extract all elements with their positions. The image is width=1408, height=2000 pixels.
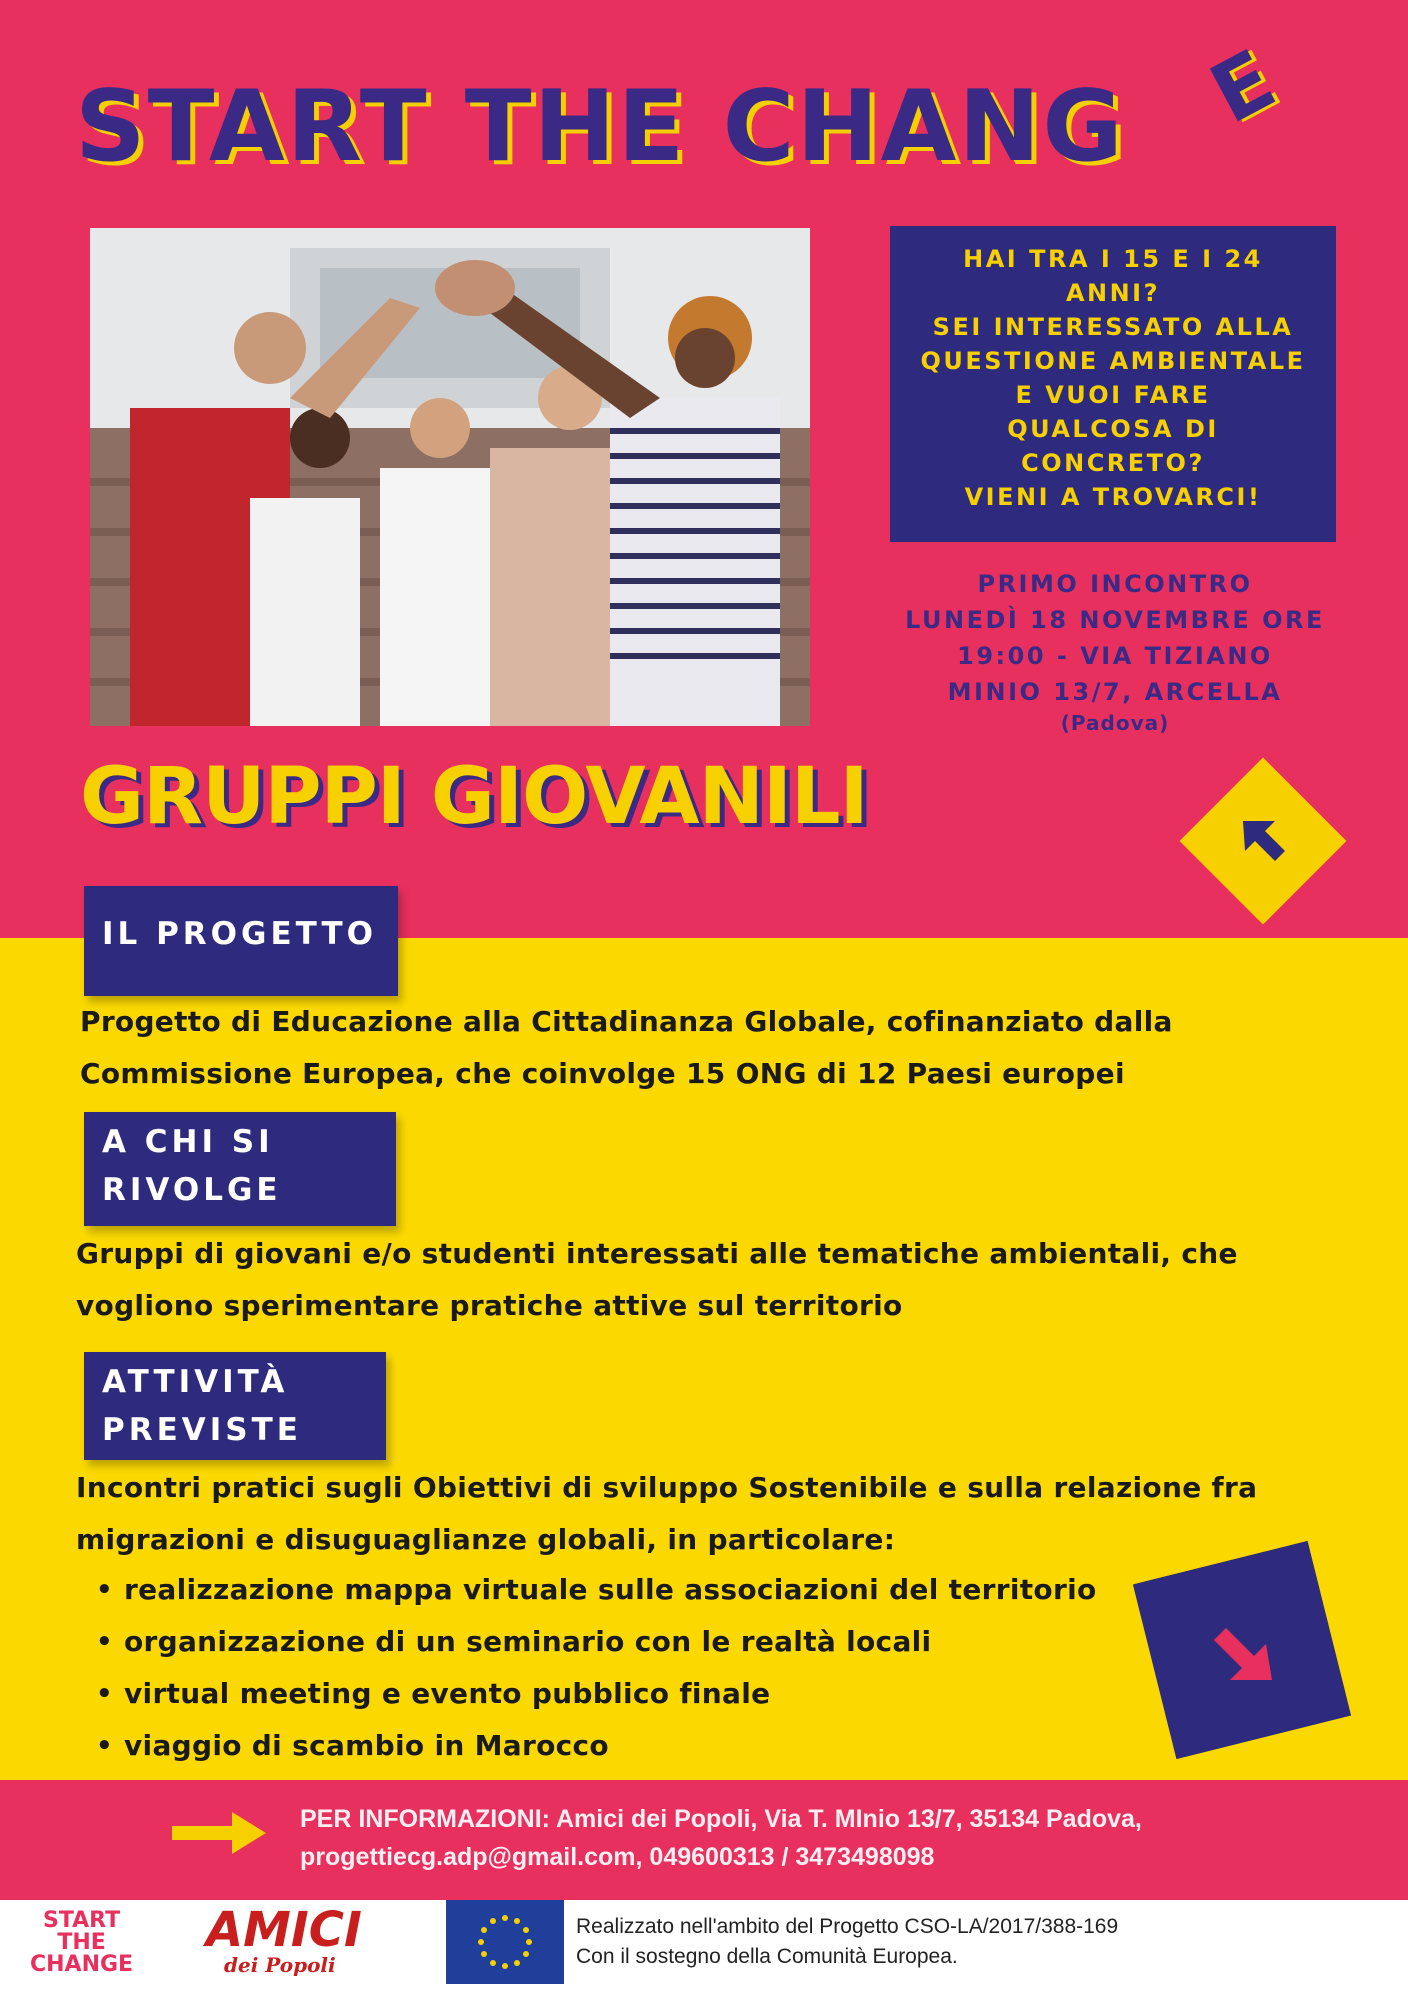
group-photo-illustration [90, 228, 810, 726]
list-item: • organizzazione di un seminario con le realtà locali [92, 1616, 1097, 1668]
eu-funding-note [576, 1912, 1118, 1972]
intro-line: CONCRETO? [1021, 449, 1205, 477]
page-title: START THE CHANG [75, 70, 1125, 184]
contact-address: PER INFORMAZIONI: Amici dei Popoli, Via T. MInio 13/7, 35134 Padova, [300, 1805, 1142, 1833]
activities-text-line: migrazioni e disuguaglianze globali, in particolare: [76, 1523, 896, 1556]
intro-line: VIENI A TROVARCI! [964, 483, 1262, 511]
logo-word: AMICI [206, 1902, 362, 1958]
group-photo [90, 228, 810, 726]
label-line: ATTIVITÀ [102, 1364, 289, 1400]
logo-subword: dei Popoli [224, 1953, 336, 1977]
eu-stars [446, 1900, 564, 1984]
intro-line: QUESTIONE AMBIENTALE [920, 347, 1306, 375]
intro-question-box [890, 226, 1336, 542]
eu-note-line: Con il sostegno della Comunità Europea. [576, 1945, 958, 1968]
arrow-down-right-icon [1200, 1608, 1290, 1698]
list-item: • realizzazione mappa virtuale sulle associazioni del territorio [92, 1564, 1097, 1616]
project-description [80, 996, 1340, 1100]
label-line: A CHI SI [102, 1124, 274, 1160]
eu-flag-icon [446, 1900, 564, 1984]
page-title-tilted-letter: E [1195, 32, 1291, 143]
label-line: PREVISTE [102, 1412, 302, 1448]
first-meeting-info [880, 566, 1350, 736]
label-activities [84, 1352, 386, 1460]
contact-email-phone: progettiecg.adp@gmail.com, 049600313 / 3473498098 [300, 1843, 935, 1871]
label-audience [84, 1112, 396, 1226]
logo-line: THE [57, 1930, 106, 1955]
meeting-line: PRIMO INCONTRO [977, 570, 1253, 598]
arrow-right-icon [170, 1808, 270, 1858]
list-item: • viaggio di scambio in Marocco [92, 1720, 1097, 1772]
meeting-city: (Padova) [1060, 711, 1170, 735]
list-item: • virtual meeting e evento pubblico finale [92, 1668, 1097, 1720]
audience-text-line: Gruppi di giovani e/o studenti interessati alle tematiche ambientali, che [76, 1237, 1238, 1270]
logo-line: CHANGE [30, 1952, 134, 1977]
label-line: RIVOLGE [102, 1172, 282, 1208]
intro-line: QUALCOSA DI [1007, 415, 1219, 443]
meeting-line: MINIO 13/7, ARCELLA [947, 678, 1283, 706]
meeting-line: 19:00 - VIA TIZIANO [957, 642, 1273, 670]
activities-description [76, 1462, 1346, 1566]
label-project: IL PROGETTO [84, 886, 398, 996]
activities-text-line: Incontri pratici sugli Obiettivi di sviluppo Sostenibile e sulla relazione fra [76, 1471, 1258, 1504]
eu-note-line: Realizzato nell'ambito del Progetto CSO-LA/2017/388-169 [576, 1915, 1119, 1938]
activities-list [92, 1564, 1097, 1772]
section-heading: GRUPPI GIOVANILI [80, 752, 868, 842]
arrow-up-left-icon [1225, 803, 1301, 879]
project-text-line: Progetto di Educazione alla Cittadinanza Globale, cofinanziato dalla [80, 1005, 1173, 1038]
audience-description [76, 1228, 1346, 1332]
contact-info [300, 1800, 1142, 1876]
intro-line: HAI TRA I 15 E I 24 [963, 245, 1263, 273]
logo-line: START [42, 1908, 121, 1933]
intro-line: E VUOI FARE [1015, 381, 1211, 409]
project-text-line: Commissione Europea, che coinvolge 15 ONG di 12 Paesi europei [80, 1057, 1125, 1090]
amici-dei-popoli-logo [206, 1902, 362, 1977]
intro-line: SEI INTERESSATO ALLA [932, 313, 1294, 341]
start-the-change-logo [30, 1910, 133, 1976]
audience-text-line: vogliono sperimentare pratiche attive sul territorio [76, 1289, 903, 1322]
meeting-line: LUNEDÌ 18 NOVEMBRE ORE [905, 606, 1325, 634]
intro-line: ANNI? [1065, 279, 1161, 307]
